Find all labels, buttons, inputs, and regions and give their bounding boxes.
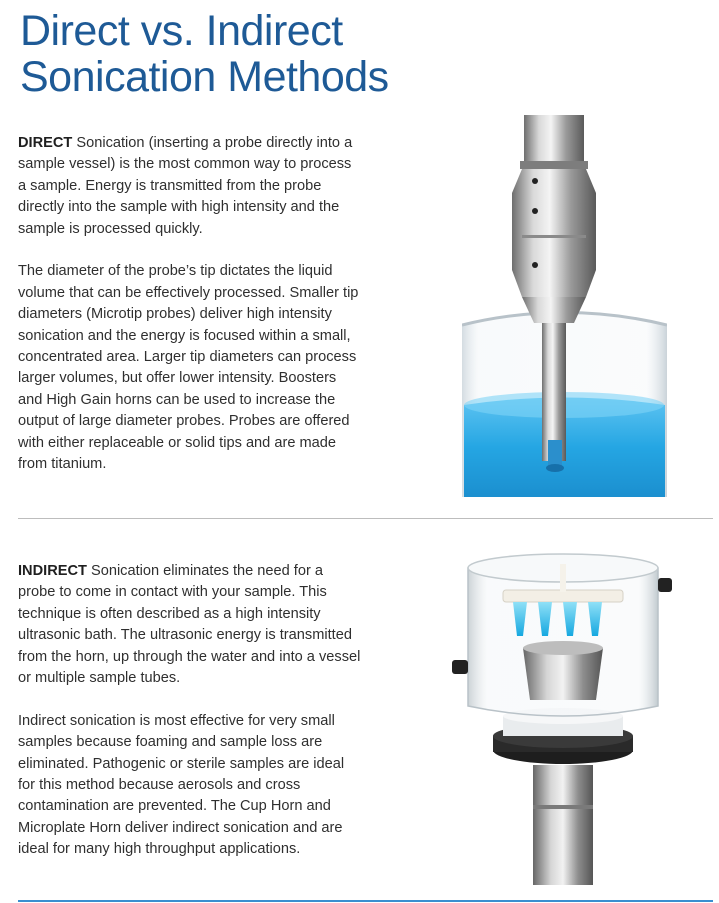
cup-horn-image (448, 540, 673, 885)
page-title-line-1: Direct vs. Indirect (20, 7, 343, 55)
page-title-line-2: Sonication Methods (20, 53, 389, 101)
indirect-keyword: INDIRECT (18, 563, 87, 579)
page-title (20, 8, 540, 100)
footer-rule (18, 900, 713, 902)
direct-keyword: DIRECT (18, 135, 73, 151)
indirect-paragraph-1-text: Sonication eliminates the need for a probe to come in contact with your sample. This technique is often described as a high intensity ultrasonic bath. The ultrasonic energy is transmitted from the horn, up through the water and into a vessel or multiple sample tubes. (18, 563, 361, 687)
direct-paragraph-2: The diameter of the probe’s tip dictates the liquid volume that can be effectively processed. Smaller tip diameters (Microtip probes) deliver high intensity sonication and the energy is focused within a small, concentrated area. Larger tip diameters can process larger volumes, but offer lower intensity. Boosters and High Gain horns can be used to increase the output of large diameter probes. Probes are offered with either replaceable or solid tips and are made from titanium. (18, 263, 359, 473)
section-divider (18, 518, 713, 519)
direct-paragraph-1 (18, 133, 363, 240)
indirect-paragraph-1 (18, 561, 363, 689)
direct-sonication-probe-image (462, 115, 667, 497)
direct-section-text (18, 133, 363, 475)
indirect-paragraph-2: Indirect sonication is most effective for very small samples because foaming and sample loss are eliminated. Pathogenic or sterile samples are ideal for this method because aerosols and cross contamination are prevented. The Cup Horn and Microplate Horn deliver indirect sonication and are ideal for many high throughput applications. (18, 712, 345, 858)
direct-paragraph-1-text: Sonication (inserting a probe directly into a sample vessel) is the most common way to process a sample. Energy is transmitted from the probe directly into the sample with high intensity and the sample is processed quickly. (18, 135, 353, 237)
indirect-section-text (18, 561, 363, 861)
